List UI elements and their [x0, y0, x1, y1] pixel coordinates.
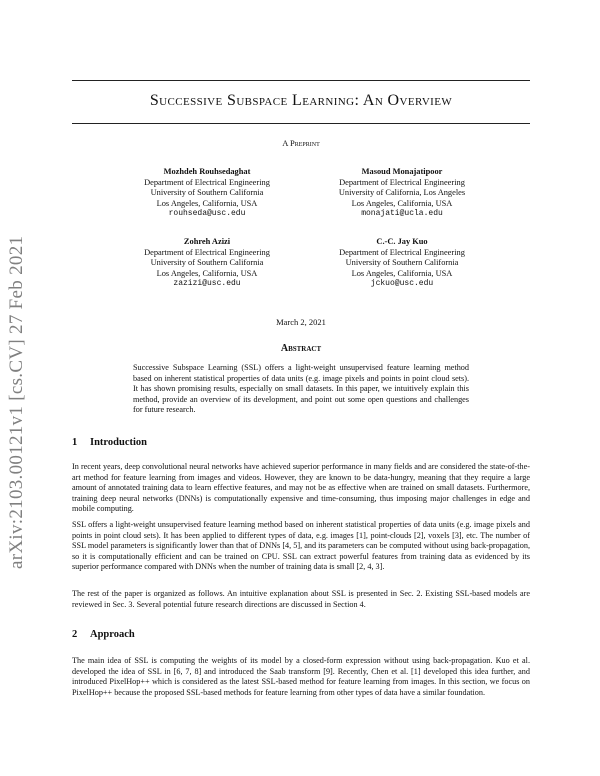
- paper-title: Successive Subspace Learning: An Overview: [149, 92, 453, 109]
- author-location: Los Angeles, California, USA: [156, 268, 258, 278]
- abstract-heading: Abstract: [280, 343, 322, 354]
- author-department: Department of Electrical Engineering: [144, 177, 270, 187]
- paragraph: The rest of the paper is organized as follows. An intuitive explanation about SSL is presented in Sec. 2. Existing SSL-based models are reviewed in Sec. 3. Several potential future research directions are discussed in Section 4.: [72, 589, 530, 609]
- paragraph: SSL offers a light-weight unsupervised feature learning method based on inherent statistical properties of data units (e.g. image pixels and points in point cloud sets). It has been applied to different types of data, e.g. images [1], point-clouds [2], voxels [3], etc. The number of SSL model parameters is significantly lower than that of DNNs [4, 5], and its parameters can be computed without using back-propagation, so it is computationally efficient and can be trained on CPU. SSL can extract powerful features from training data as evidenced by its superior performance compared with DNNs when the number of training data is small [2, 4, 3].: [72, 520, 530, 572]
- publication-date: March 2, 2021: [276, 317, 326, 327]
- section-number: 2: [72, 629, 78, 640]
- author-name: Masoud Monajatipoor: [361, 167, 443, 176]
- author-name: Zohreh Azizi: [183, 237, 231, 246]
- section-title: Approach: [90, 629, 135, 640]
- title-bottom-rule: [72, 123, 530, 124]
- author-block: [307, 167, 497, 220]
- author-location: Los Angeles, California, USA: [156, 198, 258, 208]
- author-email: monajati@ucla.edu: [361, 209, 443, 219]
- author-university: University of Southern California: [150, 258, 264, 268]
- author-block: [112, 167, 302, 220]
- section-number: 1: [72, 437, 78, 448]
- author-email: zazizi@usc.edu: [173, 279, 241, 289]
- author-block: [112, 237, 302, 290]
- paragraph: The main idea of SSL is computing the weights of its model by a closed-form expression without using back-propagation. Kuo et al. developed the idea of SSL in [6, 7, 8] and introduced the Saab transform [9]. Recently, Chen et al. [1] developed this idea further, and introduced PixelHop++ which is considered as the latest SSL-based method for feature learning from images. In this section, we focus on PixelHop++ because the proposed SSL-based methods for feature learning from other types of data have a similar foundation.: [72, 656, 530, 697]
- title-top-rule: [72, 80, 530, 81]
- author-name: C.-C. Jay Kuo: [376, 237, 428, 246]
- author-university: University of Southern California: [345, 258, 459, 268]
- author-university: University of Southern California: [150, 188, 264, 198]
- section-heading: [72, 437, 147, 448]
- section-heading: [72, 629, 135, 640]
- abstract-text: Successive Subspace Learning (SSL) offers a light-weight unsupervised feature learning method based on inherent statistical properties of data units (e.g. image pixels and points in point cloud sets). It has shown promising results, especially on small datasets. In this paper, we intuitively explain this method, provide an overview of its development, and point out some open questions and challenges for future research.: [133, 363, 469, 415]
- author-university: University of California, Los Angeles: [338, 188, 466, 198]
- author-block: [307, 237, 497, 290]
- paragraph: In recent years, deep convolutional neural networks have achieved superior performance in many fields and are considered the state-of-the-art method for feature learning from images and videos. However, they are known to be data-hungry, meaning that they require a large amount of annotated training data to learn effective features, and may not be as effective when are trained on small datasets. Furthermore, training deep neural networks (DNNs) is computationally expensive and time-consuming, thus imposing major challenges in edge and mobile computing.: [72, 462, 530, 514]
- author-location: Los Angeles, California, USA: [351, 268, 453, 278]
- section-title: Introduction: [90, 437, 147, 448]
- author-email: jckuo@usc.edu: [370, 279, 434, 289]
- author-name: Mozhdeh Rouhsedaghat: [163, 167, 251, 176]
- author-department: Department of Electrical Engineering: [339, 177, 465, 187]
- author-department: Department of Electrical Engineering: [339, 247, 465, 257]
- author-location: Los Angeles, California, USA: [351, 198, 453, 208]
- arxiv-identifier: arXiv:2103.00121v1 [cs.CV] 27 Feb 2021: [6, 235, 27, 569]
- preprint-label: A Preprint: [282, 138, 320, 148]
- author-department: Department of Electrical Engineering: [144, 247, 270, 257]
- author-email: rouhseda@usc.edu: [168, 209, 246, 219]
